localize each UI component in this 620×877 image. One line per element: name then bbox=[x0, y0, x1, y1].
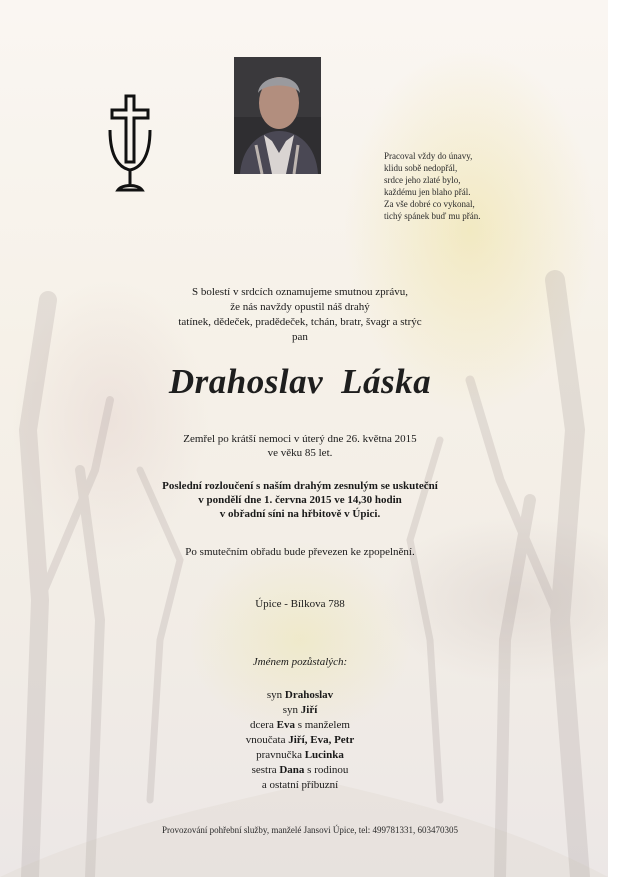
poem-line: klidu sobě nedopřál, bbox=[384, 163, 458, 173]
intro-line: tatínek, dědeček, pradědeček, tchán, bratr, švagr a strýc bbox=[178, 316, 422, 328]
poem-line: Za vše dobré co vykonal, bbox=[384, 199, 475, 209]
poem-line: srdce jeho zlaté bylo, bbox=[384, 175, 461, 185]
mourner-sister: sestra Dana s rodinou bbox=[251, 764, 349, 776]
intro-line: S bolestí v srdcích oznamujeme smutnou zprávu, bbox=[192, 286, 408, 298]
memorial-poem bbox=[384, 150, 514, 222]
deceased-name bbox=[80, 362, 520, 402]
mourners-list bbox=[150, 688, 450, 793]
mourner-son: syn Jiří bbox=[282, 704, 318, 716]
family-address: Úpice - Bílkova 788 bbox=[255, 598, 345, 610]
mourner-son: syn Drahoslav bbox=[266, 689, 334, 701]
death-line: Zemřel po krátší nemoci v úterý dne 26. května 2015 bbox=[183, 433, 417, 445]
poem-line: Pracoval vždy do únavy, bbox=[384, 151, 473, 161]
deceased-last-name: Láska bbox=[341, 362, 432, 401]
portrait-photo bbox=[234, 57, 321, 174]
age-line: ve věku 85 let. bbox=[267, 447, 333, 459]
mourner-daughter: dcera Eva s manželem bbox=[250, 719, 350, 731]
farewell-place: v obřadní síni na hřbitově v Úpici. bbox=[219, 508, 381, 520]
mourners-heading: Jménem pozůstalých: bbox=[252, 656, 348, 668]
poem-line: každému jen blaho přál. bbox=[384, 187, 471, 197]
deceased-first-name: Drahoslav bbox=[168, 362, 324, 401]
farewell-date: v pondělí dne 1. června 2015 ve 14,30 hodin bbox=[198, 494, 402, 506]
farewell-ceremony bbox=[110, 479, 490, 521]
cremation-note: Po smutečním obřadu bude převezen ke zpopelnění. bbox=[185, 546, 415, 558]
cross-chalice-icon bbox=[106, 92, 154, 196]
mourner-others: a ostatní příbuzní bbox=[261, 779, 339, 791]
mourner-grandchildren: vnoučata Jiří, Eva, Petr bbox=[245, 734, 355, 746]
mourner-great-granddaughter: pravnučka Lucinka bbox=[256, 749, 344, 761]
funeral-service-footer: Provozování pohřební služby, manželé Jansovi Úpice, tel: 499781331, 603470305 bbox=[161, 825, 459, 835]
poem-line: tichý spánek buď mu přán. bbox=[384, 211, 481, 221]
intro-line: pan bbox=[292, 331, 308, 343]
announcement-intro bbox=[130, 285, 470, 345]
intro-line: že nás navždy opustil náš drahý bbox=[230, 301, 370, 313]
farewell-line: Poslední rozloučení s naším drahým zesnulým se uskuteční bbox=[162, 480, 438, 492]
death-notice bbox=[120, 432, 480, 460]
portrait-image bbox=[234, 57, 321, 174]
